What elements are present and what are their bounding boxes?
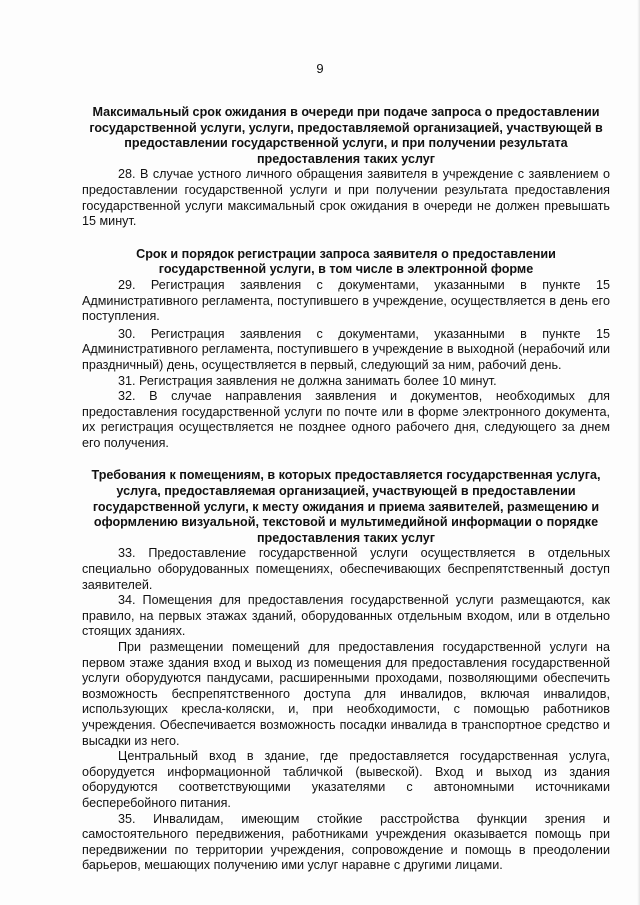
paragraph-33: 33. Предоставление государственной услуги осуществляется в отдельных специально оборудованных помещениях, обеспечивающих беспрепятственный доступ заявителей. (82, 546, 610, 592)
page-number: 9 (316, 61, 324, 76)
paragraph-29: 29. Регистрация заявления с документами, указанными в пункте 15 Административного регламента, поступившего в учреждение, осуществляется в день его поступления. (82, 277, 610, 324)
section-heading-premises: Требования к помещениям, в которых предоставляется государственная услуга, услуга, предоставляемая организацией, участвующей в предоставлении государственной услуги, к месту ожидания и приема заявителей, размещению и оформлению визуальной, текстовой и мультимедийной информации о порядке предоставления таких услуг (91, 468, 601, 545)
paragraph-34-entrance: Центральный вход в здание, где предоставляется государственная услуга, оборудуется информационной табличкой (вывеской). Вход и выход из здания оборудуются соответствующими указателями с автономными источниками бесперебойного питания. (82, 749, 610, 810)
paragraph-34: 34. Помещения для предоставления государственной услуги размещаются, как правило, на первых этажах зданий, оборудованных отдельным входом, или в отдельно стоящих зданиях. (82, 593, 610, 639)
paragraph-34-accessibility: При размещении помещений для предоставления государственной услуги на первом этаже здания вход и выход из помещения для предоставления государственной услуги оборудуются пандусами, расширенными проходами, позволяющими обеспечить возможность беспрепятственного доступа для инвалидов, включая инвалидов, использующих кресла-коляски, и, при необходимости, с помощью работников учреждения. Обеспечивается возможность посадки инвалида в транспортное средство и высадки из него. (82, 640, 610, 748)
section-spacer (82, 230, 610, 247)
section-heading-wait-time: Максимальный срок ожидания в очереди при подаче запроса о предоставлении государственной услуги, услуги, предоставляемой организацией, участвующей в предоставлении государственной услуги, и при получении результата предоставления таких услуг (89, 105, 603, 166)
paragraph-35: 35. Инвалидам, имеющим стойкие расстройства функции зрения и самостоятельного передвижения, работниками учреждения оказывается помощь при передвижении по территории учреждения, сопровождение и помощь в преодолении барьеров, мешающих получению ими услуг наравне с другими лицами. (82, 811, 610, 873)
paragraph-30: 30. Регистрация заявления с документами, указанными в пункте 15 Административного регламента, поступившего в учреждение в выходной (нерабочий или праздничный) день, осуществляется в первый, следующий за ним, рабочий день. (82, 326, 610, 372)
document-body (82, 105, 610, 874)
paragraph-32: 32. В случае направления заявления и документов, необходимых для предоставления государственной услуги по почте или в форме электронного документа, их регистрация осуществляется не позднее одного рабочего дня, следующего за днем его получения. (82, 389, 610, 450)
paragraph-31: 31. Регистрация заявления не должна занимать более 10 минут. (118, 373, 497, 388)
section-heading-registration: Срок и порядок регистрации запроса заявителя о предоставлении государственной услуги, в том числе в электронной форме (136, 246, 556, 277)
paragraph-28: 28. В случае устного личного обращения заявителя в учреждение с заявлением о предоставлении государственной услуги и при получении результата предоставления государственной услуги максимальный срок ожидания в очереди не должен превышать 15 минут. (82, 167, 610, 229)
section-spacer (82, 451, 610, 468)
